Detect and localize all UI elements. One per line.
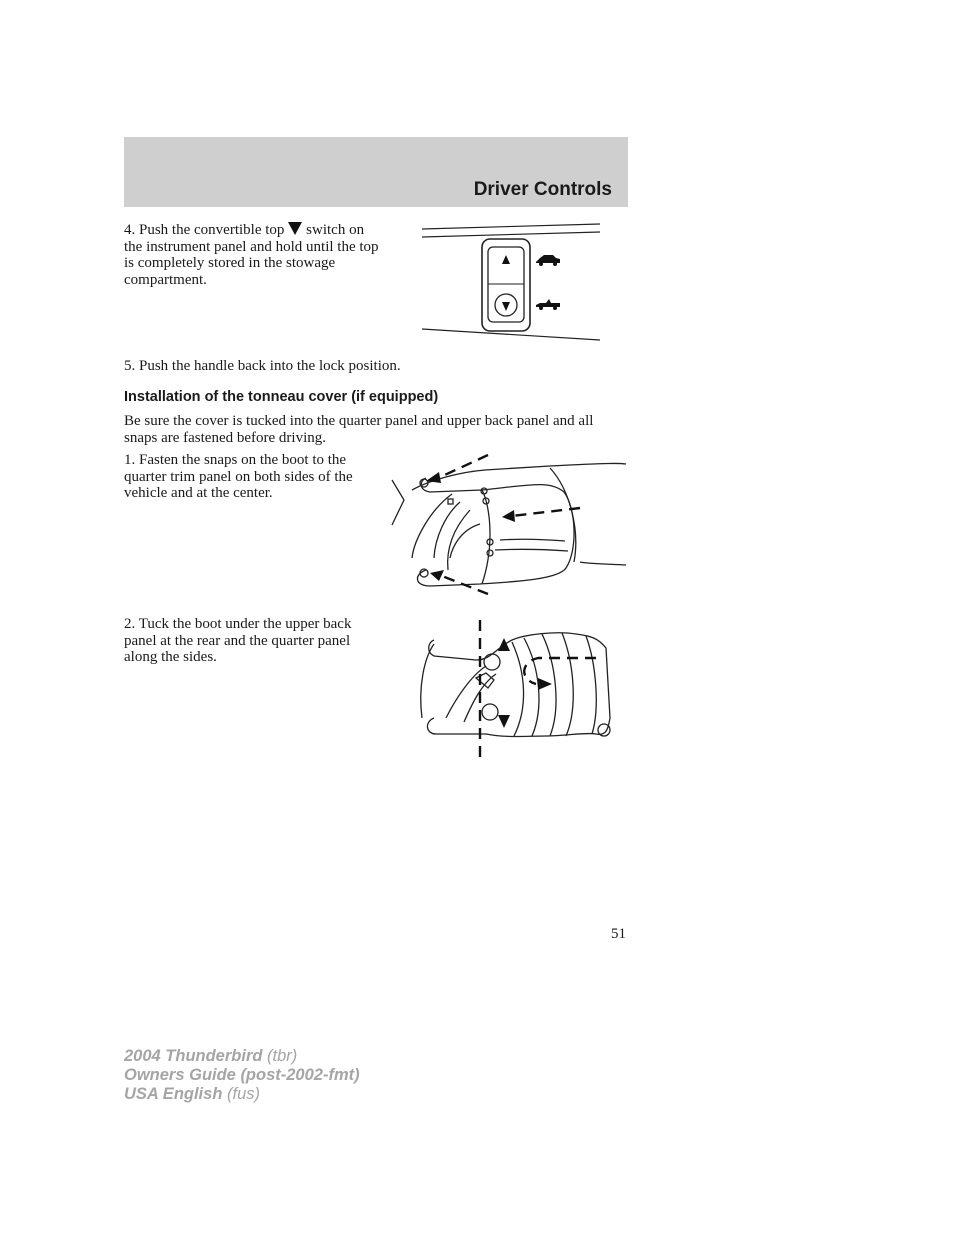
step-2-text: 2. Tuck the boot under the upper back panel at the rear and the quarter panel along the sides. xyxy=(124,616,352,665)
footer-line-1 xyxy=(124,1047,360,1066)
footer-language: USA English xyxy=(124,1085,223,1103)
footer-language-code: (fus) xyxy=(227,1085,260,1103)
tonneau-snap-diagram xyxy=(390,450,628,600)
step-5-text: 5. Push the handle back into the lock position. xyxy=(124,358,401,374)
footer-line-3 xyxy=(124,1085,360,1104)
section-heading: Installation of the tonneau cover (if equipped) xyxy=(124,389,439,405)
convertible-top-switch-illustration xyxy=(420,220,604,344)
document-footer xyxy=(124,1047,360,1104)
step-4-text-end: switch on the instrument panel and hold until the top is completely stored in the stowage compartment. xyxy=(124,222,379,288)
footer-line-2 xyxy=(124,1066,360,1085)
section-header-band xyxy=(124,137,628,207)
section-title: Driver Controls xyxy=(473,179,612,200)
step-1-text: 1. Fasten the snaps on the boot to the quarter trim panel on both sides of the vehicle and at the center. xyxy=(124,452,353,501)
triangle-down-icon xyxy=(288,222,302,235)
tonneau-tuck-diagram xyxy=(416,618,612,768)
step-4-text xyxy=(124,222,386,288)
section-intro: Be sure the cover is tucked into the quarter panel and upper back panel and all snaps are fastened before driving. xyxy=(124,413,594,446)
footer-model-code: (tbr) xyxy=(267,1047,298,1065)
footer-model: 2004 Thunderbird xyxy=(124,1047,263,1065)
page-number: 51 xyxy=(611,926,626,942)
step-4-text-start: 4. Push the convertible top xyxy=(124,222,285,238)
footer-guide: Owners Guide (post-2002-fmt) xyxy=(124,1066,360,1084)
